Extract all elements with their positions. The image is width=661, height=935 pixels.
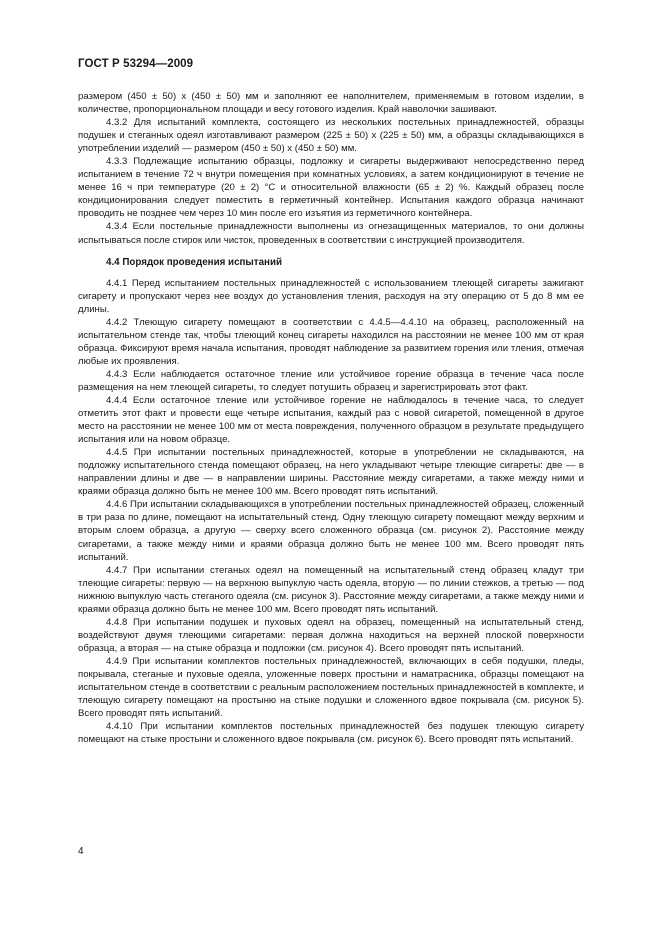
paragraph-4-4-1: 4.4.1 Перед испытанием постельных принадлежностей с использованием тлеющей сигареты зажигают сигарету и пропускают через нее воздух до установления тления, расходуя на эту операцию от 5 до 8 мм ее длины. bbox=[78, 277, 584, 315]
paragraph-4-3-4: 4.3.4 Если постельные принадлежности выполнены из огнезащищенных материалов, то они должны испытываться после стирок или чисток, проведенных в соответствии с инструкцией производителя. bbox=[78, 221, 584, 246]
paragraph-4-4-7: 4.4.7 При испытании стеганых одеял на помещенный на испытательный стенд образец кладут три тлеющие сигареты: первую — на верхнюю выпуклую часть одеяла, вторую — по линии стежков, а третью — под нижнюю выпуклую часть стеганого одеяла (см. рисунок 3). Расстояние между сигаретами, а также между ними и краями образца должно быть не менее 100 мм. Всего проводят пять испытаний. bbox=[78, 564, 584, 615]
paragraph-4-3-2: 4.3.2 Для испытаний комплекта, состоящего из нескольких постельных принадлежностей, образцы подушек и стеганных одеял изготавливают размером (225 ± 50) х (225 ± 50) мм, а образцы складывающихся в употреблении изделий — размером (450 ± 50) х (450 ± 50) мм. bbox=[78, 117, 584, 155]
section-heading-4-4: 4.4 Порядок проведения испытаний bbox=[106, 256, 283, 268]
paragraph-4-4-2: 4.4.2 Тлеющую сигарету помещают в соответствии с 4.4.5—4.4.10 на образец, расположенный на испытательном стенде так, чтобы тлеющий конец сигареты находился на расстоянии не менее 100 мм от края образца. Фиксируют время начала испытания, проводят наблюдение за развитием горения или тления, отмечая любые их проявления. bbox=[78, 316, 584, 367]
paragraph-4-4-10: 4.4.10 При испытании комплектов постельных принадлежностей без подушек тлеющую сигарету помещают на стыке простыни и сложенного вдвое покрывала (см. рисунок 6). Всего проводят пять испытаний. bbox=[78, 721, 584, 746]
paragraph-continuation: размером (450 ± 50) х (450 ± 50) мм и заполняют ее наполнителем, применяемым в готовом изделии, в количестве, пропорциональном площади и весу готового изделия. Край наволочки зашивают. bbox=[78, 91, 584, 116]
paragraph-4-4-8: 4.4.8 При испытании подушек и пуховых одеял на образец, помещенный на испытательный стенд, воздействуют двумя тлеющими сигаретами: первая должна находиться на верхней плоской поверхности образца, а вторая — на стыке образца и подложки (см. рисунок 4). Всего проводят пять испытаний. bbox=[78, 616, 584, 654]
paragraph-4-4-4: 4.4.4 Если остаточное тление или устойчивое горение не наблюдалось в течение часа, то следует отметить этот факт и провести еще четыре испытания, каждый раз с новой сигаретой, помещенной в другое место на расстоянии не менее 100 мм от места повреждения, полученного образцом в результате предыдущего испытания или на новом образце. bbox=[78, 394, 584, 446]
paragraph-4-4-6: 4.4.6 При испытании складывающихся в употреблении постельных принадлежностей образец, сложенный в три раза по длине, помещают на испытательный стенд. Одну тлеющую сигарету помещают между верхним и вторым слоем образца, а другую — сверху всего сложенного образца (см. рисунок 2). Расстояние между сигаретами, а также между ними и краями образца должно быть не менее 100 мм. Всего проводят пять испытаний. bbox=[78, 499, 584, 563]
page-number: 4 bbox=[78, 846, 84, 857]
standard-header: ГОСТ Р 53294—2009 bbox=[78, 58, 194, 70]
paragraph-4-4-3: 4.4.3 Если наблюдается остаточное тление или устойчивое горение образца в течение часа после размещения на нем тлеющей сигареты, то следует потушить образец и зарегистрировать этот факт. bbox=[78, 368, 584, 393]
paragraph-4-4-9: 4.4.9 При испытании комплектов постельных принадлежностей, включающих в себя подушки, пледы, покрывала, стеганые и пуховые одеяла, уложенные поверх простыни и наматрасника, образцы помещают на испытательном стенде в соответствии с реальным расположением постельных принадлежностей в комплекте, и тлеющую сигарету помещают на простыню на стыке подушки и сложенного вдвое покрывала (см. рисунок 5). Всего проводят пять испытаний. bbox=[78, 655, 584, 720]
paragraph-4-3-3: 4.3.3 Подлежащие испытанию образцы, подложку и сигареты выдерживают непосредственно перед испытанием в течение 72 ч внутри помещения при комнатных условиях, а затем кондиционируют в течение не менее 16 ч при температуре (20 ± 2) °С и относительной влажности (65 ± 2) %. Каждый образец после кондиционирования следует поместить в герметичный контейнер. Испытания каждого образца начинают проводить не позднее чем через 10 мин после его изъятия из герметичного контейнера. bbox=[78, 156, 584, 220]
document-body bbox=[78, 90, 584, 746]
paragraph-4-4-5: 4.4.5 При испытании постельных принадлежностей, которые в употреблении не складываются, на подложку испытательного стенда помещают образец, на него укладывают четыре тлеющие сигареты: две — в направлении длины и две — в направлении ширины. Расстояние между сигаретами, а также между ними и краями образца должно быть не менее 100 мм. Всего проводят пять испытаний. bbox=[78, 447, 584, 498]
